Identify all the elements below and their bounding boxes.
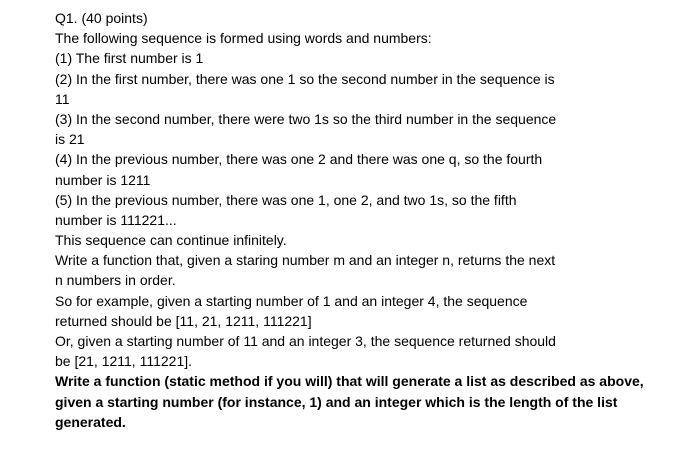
paragraph-line: (1) The first number is 1 <box>55 50 204 67</box>
bold-instruction-line: generated. <box>55 413 126 430</box>
paragraph-line: So for example, given a starting number of 1 and an integer 4, the sequence <box>55 292 528 309</box>
bold-instruction-line: given a starting number (for instance, 1) and an integer which is the length of the list <box>55 393 618 410</box>
paragraph-line: (2) In the first number, there was one 1 so the second number in the sequence is <box>55 70 555 87</box>
paragraph-line: 11 <box>55 90 70 107</box>
question-document <box>55 8 685 432</box>
question-heading: Q1. (40 points) <box>55 10 148 26</box>
paragraph-line: number is 111221... <box>55 211 177 228</box>
paragraph-line: Or, given a starting number of 11 and an integer 3, the sequence returned should <box>55 333 556 349</box>
paragraph-line: The following sequence is formed using words and numbers: <box>55 30 432 47</box>
paragraph-line: (4) In the previous number, there was one 2 and there was one q, so the fourth <box>55 151 543 168</box>
paragraph-line: Write a function that, given a staring number m and an integer n, returns the next <box>55 252 556 269</box>
paragraph-line: be [21, 1211, 111221]. <box>55 353 193 370</box>
paragraph-line: This sequence can continue infinitely. <box>55 232 287 249</box>
bold-instruction-line: Write a function (static method if you will) that will generate a list as described as above, <box>55 373 644 390</box>
paragraph-line: number is 1211 <box>55 171 151 188</box>
paragraph-line: (5) In the previous number, there was one 1, one 2, and two 1s, so the fifth <box>55 191 517 208</box>
paragraph-line: n numbers in order. <box>55 272 176 289</box>
paragraph-line: (3) In the second number, there were two 1s so the third number in the sequence <box>55 110 557 127</box>
paragraph-line: returned should be [11, 21, 1211, 111221] <box>55 312 312 329</box>
paragraph-line: is 21 <box>55 131 85 148</box>
